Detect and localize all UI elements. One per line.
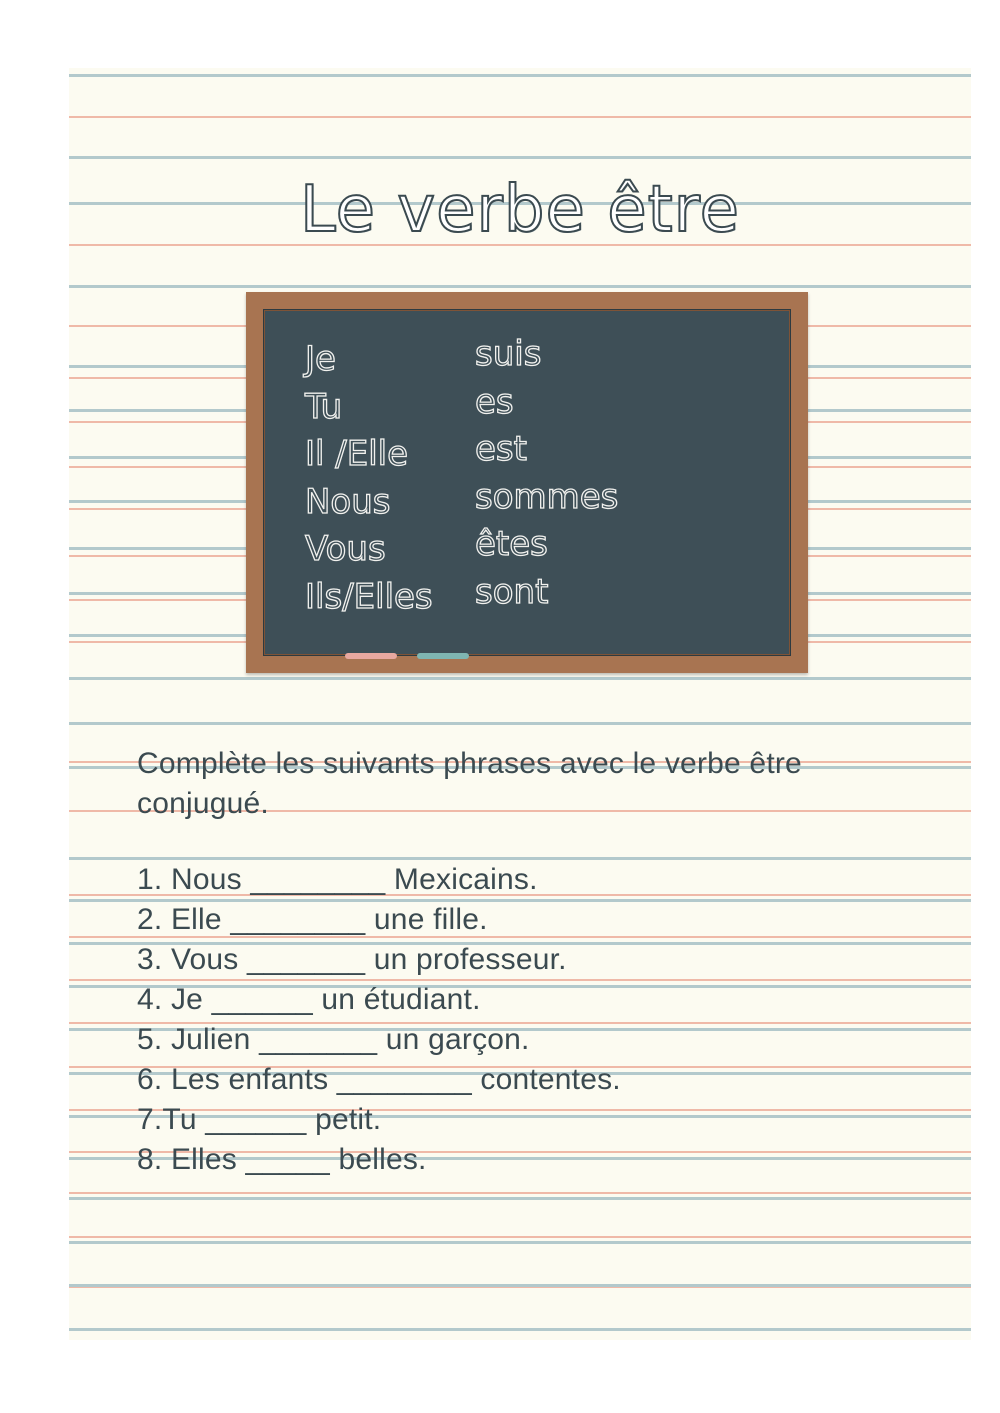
red-ruled-line bbox=[69, 1192, 971, 1194]
pronoun-column bbox=[305, 336, 433, 621]
exercise-item: 1. Nous ________ Mexicains. bbox=[137, 863, 538, 896]
blue-ruled-line bbox=[69, 722, 971, 725]
exercise-item: 2. Elle ________ une fille. bbox=[137, 903, 488, 936]
blue-ruled-line bbox=[69, 1241, 971, 1244]
exercise-item: 7.Tu ______ petit. bbox=[137, 1103, 382, 1136]
exercise-item: 8. Elles _____ belles. bbox=[137, 1143, 427, 1176]
chalkboard bbox=[246, 292, 808, 673]
verb-form: est bbox=[475, 429, 527, 469]
exercise-item: 5. Julien _______ un garçon. bbox=[137, 1023, 530, 1056]
verb-form: sommes bbox=[475, 476, 619, 517]
red-ruled-line bbox=[69, 1236, 971, 1238]
blue-ruled-line bbox=[69, 1284, 971, 1287]
exercise-item: 3. Vous _______ un professeur. bbox=[137, 943, 567, 976]
verb-form-column bbox=[475, 331, 618, 616]
red-ruled-line bbox=[69, 116, 971, 118]
verb-form: es bbox=[475, 381, 514, 422]
blue-ruled-line bbox=[69, 285, 971, 288]
pronoun: Nous bbox=[305, 481, 391, 522]
pronoun: Ils/Elles bbox=[305, 576, 433, 617]
page-title: Le verbe être bbox=[300, 173, 740, 247]
verb-form: suis bbox=[475, 334, 542, 374]
pronoun: Tu bbox=[305, 386, 343, 427]
pronoun: Il /Elle bbox=[305, 434, 409, 474]
verb-form: sont bbox=[475, 571, 549, 612]
worksheet-page bbox=[69, 68, 971, 1340]
blue-ruled-line bbox=[69, 156, 971, 159]
blue-ruled-line bbox=[69, 74, 971, 77]
teal-chalk-stick bbox=[417, 653, 469, 659]
exercise-item: 6. Les enfants ________ contentes. bbox=[137, 1063, 621, 1096]
blue-ruled-line bbox=[69, 677, 971, 680]
exercise-item: 4. Je ______ un étudiant. bbox=[137, 983, 481, 1016]
pronoun: Vous bbox=[305, 529, 386, 569]
exercise-instructions: Complète les suivants phrases avec le verbe être conjugué. bbox=[137, 747, 802, 820]
pink-chalk-stick bbox=[345, 653, 397, 659]
pronoun: Je bbox=[305, 339, 336, 379]
exercise-list bbox=[137, 860, 917, 1180]
blue-ruled-line bbox=[69, 1328, 971, 1331]
blue-ruled-line bbox=[69, 1197, 971, 1200]
verb-form: êtes bbox=[475, 524, 548, 564]
